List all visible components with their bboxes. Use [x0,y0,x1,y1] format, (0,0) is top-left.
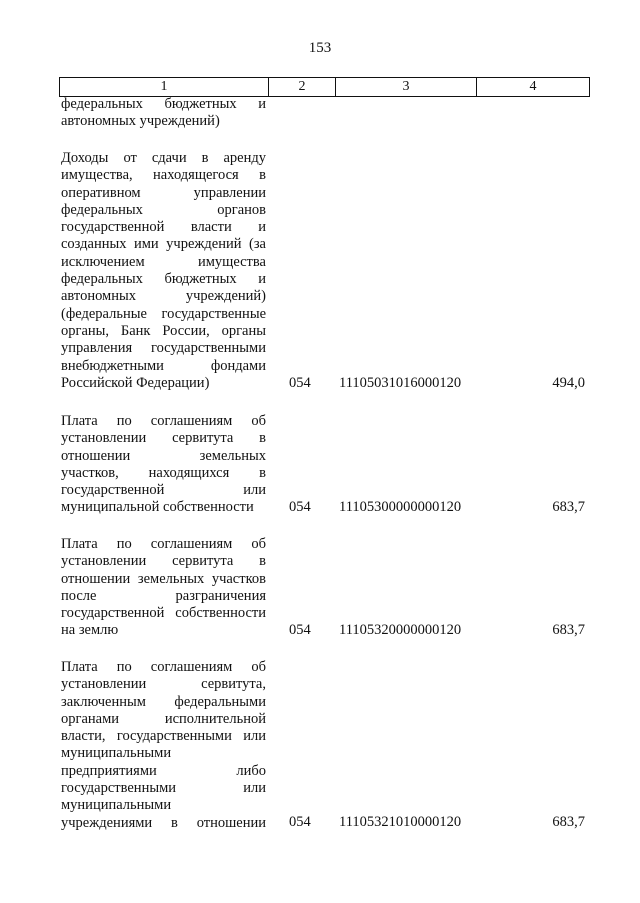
description-line: Плата по соглашениям об [61,536,266,552]
row-code: 054 [289,814,311,830]
row-code: 054 [289,499,311,515]
description-line: созданных ими учреждений (за [61,236,266,253]
column-header-3: 3 [336,78,477,97]
row-amount: 494,0 [552,375,585,391]
description-line: автономных учреждений) [61,288,266,305]
description-line: после разграничения [61,587,266,604]
row-description [61,536,266,640]
row-amount: 683,7 [552,622,585,638]
description-line: учреждениями в отношении [61,814,266,831]
description-line: автономных учреждений) [61,113,220,130]
description-line: муниципальной собственности [61,499,254,516]
row-kbk: 11105320000000120 [339,622,462,638]
description-line: федеральных органов [61,201,266,218]
description-line: исключением имущества [61,253,266,270]
description-line: установлении сервитута в [61,430,266,447]
description-line: власти, государственными или [61,728,266,745]
description-line: Плата по соглашениям об [61,659,266,675]
description-line: органы, Банк России, органы [61,322,266,339]
column-header-table [59,77,590,97]
description-line: органами исполнительной [61,710,266,727]
description-line: отношении земельных участков [61,570,266,587]
column-header-4: 4 [477,78,590,97]
description-line: государственной или [61,482,266,499]
description-line: муниципальными [61,797,172,814]
description-line: государственной собственности [61,605,266,622]
description-line: Плата по соглашениям об [61,413,266,429]
row-kbk: 11105031016000120 [339,375,462,391]
description-line: имущества, находящегося в [61,167,266,184]
description-line: государственными или [61,780,266,797]
description-line: внебюджетными фондами [61,357,266,374]
description-line: заключенным федеральными [61,693,266,710]
row-description [61,96,266,131]
row-code: 054 [289,375,311,391]
description-line: предприятиями либо [61,762,266,779]
row-amount: 683,7 [552,814,585,830]
description-line: муниципальными [61,745,172,762]
description-line: управления государственными [61,340,266,357]
description-line: (федеральные государственные [61,305,266,322]
description-line: государственной власти и [61,219,266,236]
row-kbk: 11105300000000120 [339,499,462,515]
row-description [61,413,266,517]
row-amount: 683,7 [552,499,585,515]
description-line: федеральных бюджетных и [61,96,266,112]
row-code: 054 [289,622,311,638]
description-line: установлении сервитута в [61,553,266,570]
description-line: участков, находящихся в [61,464,266,481]
description-line: на землю [61,622,119,639]
row-kbk: 11105321010000120 [339,814,462,830]
column-header-2: 2 [269,78,336,97]
description-line: оперативном управлении [61,184,266,201]
column-header-row [60,78,590,97]
description-line: установлении сервитута, [61,676,266,693]
page-number: 153 [308,40,332,56]
row-description [61,150,266,392]
column-header-1: 1 [60,78,269,97]
description-line: Российской Федерации) [61,374,210,391]
row-description [61,659,266,832]
description-line: отношении земельных [61,447,266,464]
description-line: Доходы от сдачи в аренду [61,150,266,166]
description-line: федеральных бюджетных и [61,271,266,288]
